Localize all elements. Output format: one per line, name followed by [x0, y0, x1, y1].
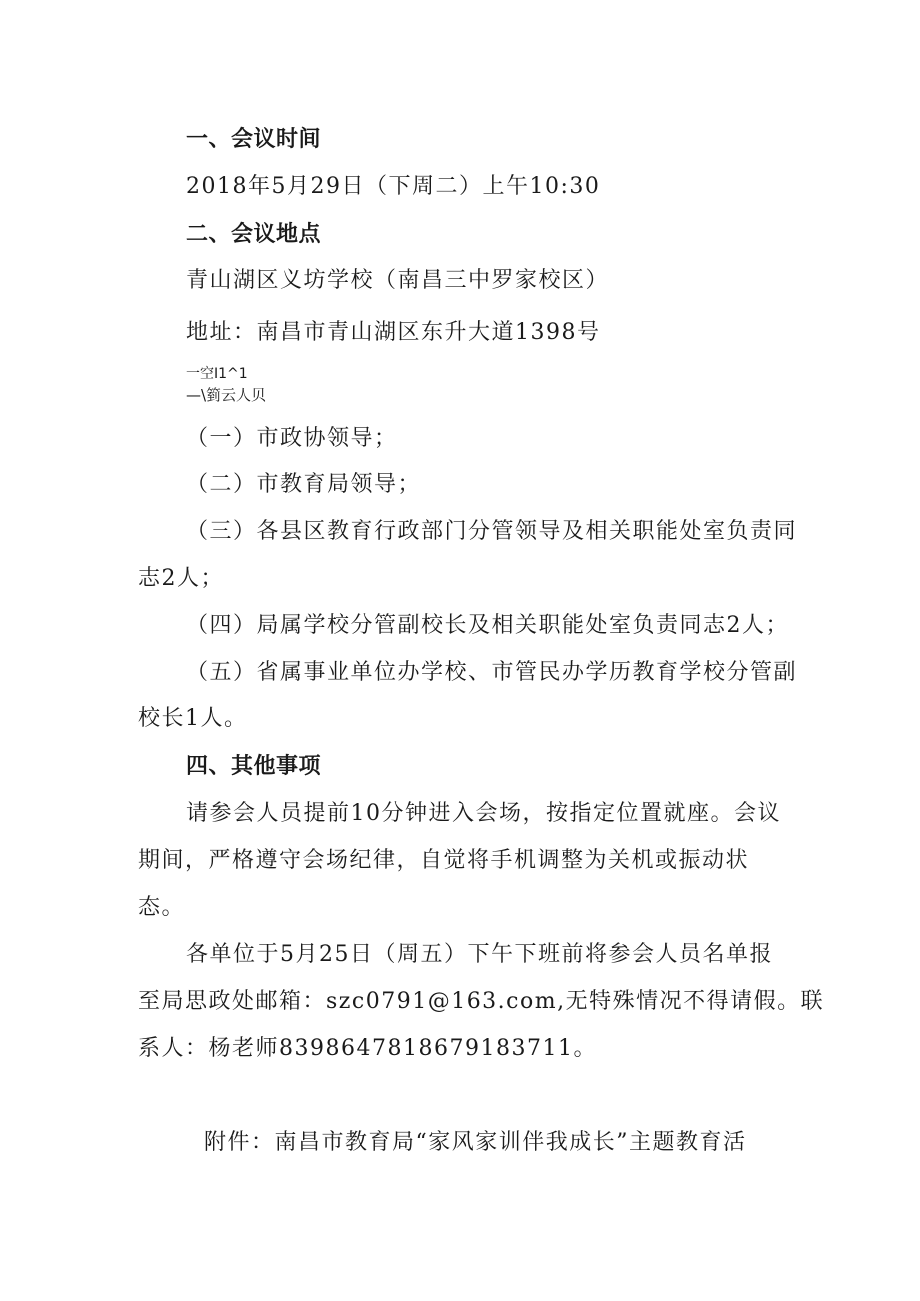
- notes-line: 至局思政处邮箱：szc0791@163.com,无特殊情况不得请假。联: [138, 989, 825, 1014]
- notes-line: 各单位于5月25日（周五）下午下班前将参会人员名单报: [186, 942, 773, 967]
- notes-line: 态。: [138, 895, 186, 920]
- attendee-item: （五）省属事业单位办学校、市管民办学历教育学校分管副: [186, 660, 798, 685]
- meeting-address-text: 地址：南昌市青山湖区东升大道1398号: [186, 320, 601, 345]
- notes-line: 系人：杨老师8398647818679183711。: [138, 1036, 597, 1061]
- attachment-line: 附件：南昌市教育局“家风家训伴我成长”主题教育活: [204, 1130, 747, 1155]
- attendee-item: （二）市教育局领导；: [186, 472, 422, 497]
- section-heading-meeting-place: 二、会议地点: [186, 222, 322, 247]
- attendee-item: （四）局属学校分管副校长及相关职能处室负责同志2人；: [186, 613, 789, 638]
- section-heading-other-matters: 四、其他事项: [186, 754, 322, 779]
- section-heading-meeting-time: 一、会议时间: [186, 127, 322, 152]
- section-heading-attendees-garbled: —\箌云人贝: [186, 386, 267, 404]
- meeting-time-text: 2018年5月29日（下周二）上午10:30: [186, 174, 601, 199]
- notes-line: 请参会人员提前10分钟进入会场，按指定位置就座。会议: [186, 801, 781, 826]
- attendee-item: （一）市政协领导；: [186, 426, 398, 451]
- section-heading-attendees-garbled-top: 一空I1^1: [186, 366, 248, 382]
- attendee-item-continuation: 志2人；: [138, 566, 224, 591]
- meeting-venue-text: 青山湖区义坊学校（南昌三中罗家校区）: [186, 268, 610, 293]
- attendee-item: （三）各县区教育行政部门分管领导及相关职能处室负责同: [186, 519, 798, 544]
- attendee-item-continuation: 校长1人。: [138, 706, 248, 731]
- notes-line: 期间，严格遵守会场纪律，自觉将手机调整为关机或振动状: [138, 848, 750, 873]
